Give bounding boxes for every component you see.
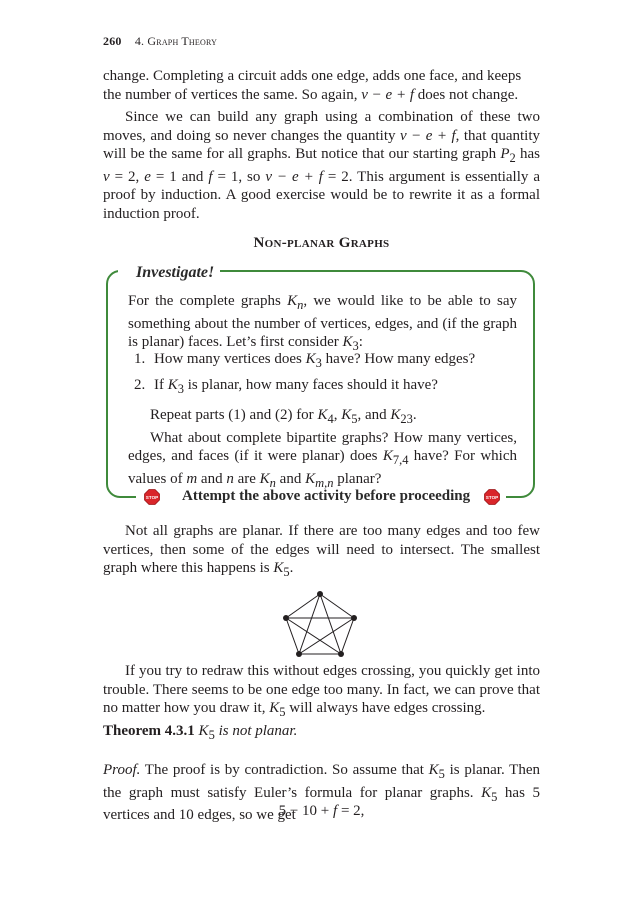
vertex (283, 615, 289, 621)
stop-sign-icon (144, 489, 160, 505)
theorem-statement: Theorem 4.3.1 $K_5$ is not planar. (103, 723, 298, 742)
vertex (296, 651, 302, 657)
k5-vertices (283, 591, 357, 657)
chapter-title: 4. Graph Theory (134, 34, 218, 48)
investigate-title: Investigate! (136, 264, 215, 281)
proof-label: Proof. (103, 762, 141, 778)
stop-sign-icon (484, 489, 500, 505)
investigate-repeat: Repeat parts (1) and (2) for $K_4$, $K_5$, and $K_{23}$. What about complete bipartite graphs? How many vertices, edges, and faces (if it were planar) does $K_{7,4}$ have? For which values of m and n are $K_n$ and $K_{m,n}$ planar? (128, 407, 517, 490)
investigate-item-1: 1. How many vertices does $K_3$ have? How many edges? (134, 351, 476, 370)
theorem-label: Theorem 4.3.1 (103, 723, 195, 739)
paragraph-continuation: change. Completing a circuit adds one edge, adds one face, and keeps the number of vertices the same. So again, v − e + f does not change. (103, 68, 522, 103)
euler-equation: 5 − 10 + f = 2, (278, 803, 365, 819)
proof-paragraph: Proof. The proof is by contradiction. So assume that $K_5$ is planar. Then the graph must satisfy Euler’s formula for planar graphs. $K_5$ has 5 vertices and 10 edges, so we get (103, 762, 540, 824)
paragraph-non-planar: Not all graphs are planar. If there are too many edges and too few vertices, then some of the edges will need to intersect. The smallest graph where this happens is $K_5$. (103, 523, 540, 580)
vertex (317, 591, 323, 597)
stop-sign-label: STOP (485, 495, 499, 500)
investigate-footer: Attempt the above activity before proceeding (182, 488, 471, 504)
page-number: 260 (103, 34, 122, 48)
investigate-intro: For the complete graphs $K_n$, we would like to be able to say something about the number of vertices, edges, and (if the graph is planar) faces. Let’s first consider $K_3$: (128, 293, 517, 354)
paragraph-induction: Since we can build any graph using a combination of these two moves, and doing so never changes the quantity v − e + f, that quantity will be the same for all graphs. But notice that our starting graph $P_2$ has v = 2, e = 1 and f = 1, so v − e + f = 2. This argument is essentially a proof by induction. A good exercise would be to rewrite it as a formal induction proof. (103, 109, 540, 222)
vertex (351, 615, 357, 621)
stop-sign-label: STOP (145, 495, 159, 500)
running-header (103, 34, 217, 49)
section-heading: Non-planar Graphs (253, 235, 390, 251)
paragraph-crossing: If you try to redraw this without edges crossing, you quickly get into trouble. There seems to be one edge too many. In fact, we can prove that no matter how you draw it, $K_5$ will always have edges crossing. (103, 663, 540, 720)
vertex (338, 651, 344, 657)
investigate-item-2: 2. If $K_3$ is planar, how many faces should it have? (134, 377, 438, 396)
k5-edges (286, 594, 354, 654)
k5-graph-figure (280, 588, 360, 660)
